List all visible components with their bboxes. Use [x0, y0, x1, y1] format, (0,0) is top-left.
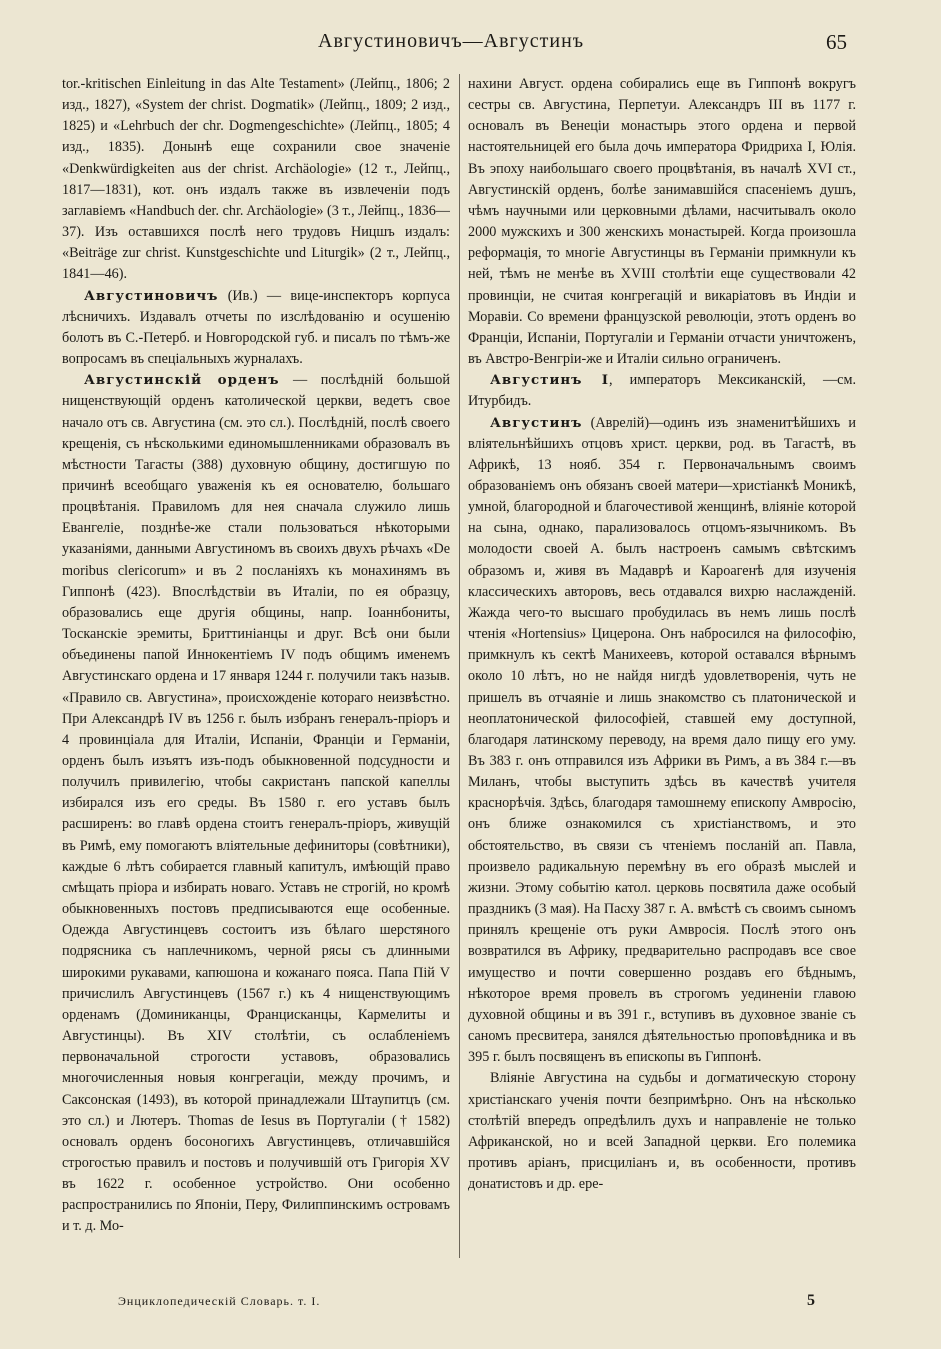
page-header: [0, 30, 941, 66]
entry-augustine-influence: Вліяніе Августина на судьбы и догматическую сторону христіанскаго ученія почти безпримѣрно. Онъ на нѣсколько столѣтій впередъ опредѣлилъ духъ и направленіе не только Африканской, но и всей Западной церкви. Его полемика противъ аріанъ, присциліанъ и, въ особенности, противъ донатистовъ и др. ере-: [468, 1070, 856, 1193]
entry-text: , императоръ Мексиканскій, —см. Итурбидъ.: [468, 372, 856, 410]
page-footer: [0, 1294, 941, 1318]
headword: Августинскій орденъ: [84, 372, 280, 389]
entry-text: — послѣдній большой нищенствующій орденъ католической церкви, ведетъ свое начало отъ св. Августина (см. это сл.). Послѣдній, послѣ своего крещенія, съ нѣсколькими единомышленниками образовалъ въ мѣстности Тагасты (388) духовную общину, достигшую по причинѣ всеобщаго уваженія къ ея основателю, большаго процвѣтанія. Правиломъ для нея сначала служило лишь Евангеліе, позднѣе-же стали пользоваться нѣкоторыми указаніями, данными Августиномъ въ своихъ двухъ рѣчахъ «De moribus clericorum» и въ 2 посланіяхъ къ монахинямъ въ Гиппонѣ (423). Впослѣдствіи въ Италіи, по ея образцу, образовались еще другія общины, напр. Іоаннбониты, Тосканскіе эремиты, Бриттиніанцы и друг. Всѣ они были объединены папой Иннокентіемъ IV подъ общимъ именемъ Августинскаго ордена и 17 января 1244 г. получили такъ назыв. «Правило св. Августина», происхожденіе котораго неизвѣстно. При Александрѣ IV въ 1256 г. былъ избранъ генералъ-пріоръ и 4 провинціала для Италіи, Испаніи, Франціи и Германіи, орденъ былъ изъятъ изъ-подъ обыкновенной подсудности и получилъ привилегію, чтобы сакристанъ папской капеллы избирался изъ его среды. Въ 1580 г. его уставъ былъ расширенъ: во главѣ ордена стоитъ генералъ-пріоръ, живущій въ Римѣ, ему помогаютъ влiятельные дефиниторы (совѣтники), каждые 6 лѣтъ собирается главный капитулъ, имѣющій право смѣщать пріора и избирать новаго. Уставъ не строгій, но кромѣ обыкновенныхъ постовъ предписываются еще особенные. Одежда Августинцевъ состоитъ изъ бѣлаго шерстяного подрясника съ наплечникомъ, черной рясы съ длинными широкими рукавами, капюшона и кожанаго пояса. Папа Пій V причислилъ Августинцевъ (1567 г.) къ 4 нищенствующимъ орденамъ (Доминиканцы, Францисканцы, Кармелиты и Августинцы). Въ XIV столѣтіи, съ ослабленіемъ первоначальной строгости уставовъ, образовались многочисленныя новыя конгрегаціи, между прочимъ, и Саксонская (1493), въ которой принадлежали Штаупитцъ (см. это сл.) и Лютеръ. Thomas de Iesus въ Португаліи († 1582) основалъ орденъ босоногихъ Августинцевъ, отличавшійся строгостью правилъ и постовъ и получившій отъ Григорія XV въ 1622 г. особенное устройство. Они особенно распространились по Японіи, Перу, Филиппинскимъ островамъ и т. д. Мо-: [62, 372, 450, 1235]
entry-augustin-i: [468, 370, 856, 412]
entry-augustinian-order: [62, 370, 450, 1237]
entry-avgustinovich: [62, 286, 450, 371]
left-column: [62, 74, 450, 1268]
entry-text: (Ив.) — вице-инспекторъ корпуса лѣсничихъ. Издавалъ отчеты по изслѣдованію и осушенію болотъ въ С.-Петерб. и Новгородской губ. и писалъ по тѣмъ-же вопросамъ въ спеціальныхъ журналахъ.: [62, 287, 450, 368]
entry-continuation: нахини Август. ордена собирались еще въ Гиппонѣ вокругъ сестры св. Августина, Перпетуи. Александръ III въ 1177 г. основалъ въ Венеціи монастырь этого ордена и первой настоятельницей его была дочь императора Фридриха I, Юлія. Въ эпоху наибольшаго своего процвѣтанія, въ началѣ XVI ст., Августинскій орденъ, болѣе занимавшійся спасеніемъ душъ, чѣмъ научными или церковными дѣлами, насчитывалъ около 2000 мужскихъ и 300 женскихъ монастырей. Когда произошла реформація, то многіе Августинцы въ Германіи примкнули къ ней, тѣмъ не менѣе въ XVIII столѣтіи еще существовали 42 провинціи, не считая конгрегацій и викаріатовъ въ Индіи и Моравіи. Со времени французской революціи, этотъ орденъ во Франціи, Испаніи, Португаліи и Германіи отчасти уничтоженъ, въ Австро-Венгріи-же и Италіи сильно ограниченъ.: [468, 76, 856, 368]
running-head: Августиновичъ—Августинъ: [318, 30, 585, 52]
entry-continuation: tor.-kritischen Einleitung in das Alte Testament» (Лейпц., 1806; 2 изд., 1827), «System der christ. Dogmatik» (Лейпц., 1809; 2 изд., 1825) и «Lehrbuch der chr. Dogmengeschichte» (Лейпц., 1805; 4 изд., 1835). Донынѣ еще сохранили свое значеніе «Denkwürdigkeiten aus der christ. Archäologie» (12 т., Лейпц., 1817—1831), кот. онъ издалъ также въ извлеченіи подъ заглавіемъ «Handbuch der. chr. Archäologie» (3 т., Лейпц., 1836—37). Изъ оставшихся послѣ него трудовъ Ницшъ издалъ: «Beiträge zur christ. Kunstgeschichte und Liturgik» (2 т., Лейпц., 1841—46).: [62, 76, 450, 283]
headword: Августиновичъ: [84, 287, 219, 304]
publication-title: Энциклопедическій Словарь. т. I.: [118, 1294, 321, 1308]
right-column: [468, 74, 856, 1268]
signature-mark: 5: [807, 1292, 815, 1309]
entry-text: (Аврелій)—одинъ изъ знаменитѣйшихъ и вліятельнѣйшихъ отцовъ христ. церкви, род. въ Тагастѣ, въ Африкѣ, 13 нояб. 354 г. Первоначальнымъ своимъ образованіемъ онъ обязанъ своей матери—христіанкѣ Моникѣ, умной, благородной и благочестивой женщинѣ, вліяніе которой на сына, однако, парализовалось отцомъ-язычникомъ. Въ молодости своей А. былъ настроенъ самымъ свѣтскимъ образомъ и, живя въ Мадаврѣ и Кароагенѣ для изученія классическихъ авторовъ, весь отдавался вихрю наслажденій. Жажда чего-то высшаго пробудилась въ немъ лишь послѣ чтенія «Hortensius» Цицерона. Онъ набросился на философію, примкнулъ къ сектѣ Манихеевъ, которой оставался вѣрнымъ около 10 лѣтъ, но не найдя нигдѣ удовлетворенія, чуть не пришелъ въ отчаяніе и лишь знакомство съ платонической и неоплатонической философіей, ставшей ему доступной, благодаря латинскому переводу, на время дало пищу его уму. Въ 383 г. онъ отправился изъ Африки въ Римъ, а въ 384 г.—въ Миланъ, чтобы выступить здѣсь въ качествѣ учителя краснорѣчія. Здѣсь, благодаря тамошнему епископу Амвросію, онъ ближе ознакомился съ христіанствомъ, и это обстоятельство, въ связи съ чтеніемъ посланій ап. Павла, произвело радикальную перемѣну въ его образѣ мыслей и жизни. Этому событію катол. церковь посвятила даже особый праздникъ (3 мая). На Пасху 387 г. А. вмѣстѣ съ своимъ сыномъ принялъ крещеніе отъ руки Амвросія. Послѣ этого онъ возвратился въ Африку, предварительно распродавъ все свое имущество и почти совершенно роздавъ его бѣднымъ, нѣкоторое время провелъ въ строгомъ уединеніи главою духовной общины и въ 391 г., вступивъ въ духовное званіе съ саномъ пресвитера, занялся дѣятельностью проповѣдника и въ 395 г. былъ посвященъ въ епископы въ Гиппонѣ.: [468, 414, 856, 1066]
entry-augustine: [468, 413, 856, 1069]
column-divider: [459, 74, 460, 1258]
headword: Августинъ: [490, 414, 583, 431]
page-number: 65: [826, 30, 847, 54]
headword: Августинъ I: [490, 372, 609, 389]
